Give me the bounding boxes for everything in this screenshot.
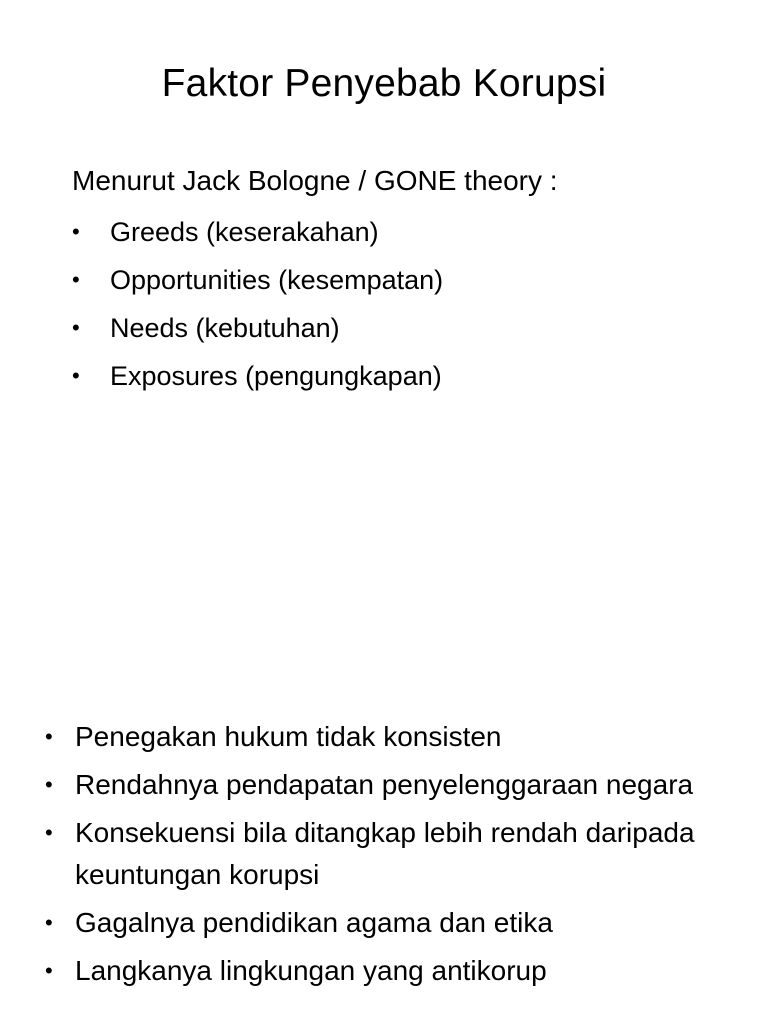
list-item-text: Exposures (pengungkapan): [110, 361, 442, 391]
bullet-icon: •: [45, 958, 53, 983]
list-item: [45, 950, 745, 992]
list-item-text: Gagalnya pendidikan agama dan etika: [75, 907, 553, 938]
slide-title: Faktor Penyebab Korupsi: [161, 62, 607, 105]
list-item: [45, 764, 745, 806]
list-item-text: Penegakan hukum tidak konsisten: [75, 721, 502, 752]
list-item: [72, 304, 443, 352]
bullet-icon: •: [72, 363, 80, 388]
bullet-icon: •: [45, 910, 53, 935]
bullet-icon: •: [45, 820, 53, 845]
list-item-text: Greeds (keserakahan): [110, 217, 379, 247]
list-item: [72, 256, 443, 304]
bullet-icon: •: [45, 724, 53, 749]
gone-theory-intro: Menurut Jack Bologne / GONE theory :: [72, 165, 558, 196]
gone-theory-list: [72, 208, 443, 400]
other-factors-list: [45, 716, 745, 998]
list-item-text: Needs (kebutuhan): [110, 313, 340, 343]
list-item: [45, 716, 745, 758]
bullet-icon: •: [45, 772, 53, 797]
bullet-icon: •: [72, 219, 80, 244]
list-item: [45, 812, 745, 896]
list-item: [45, 902, 745, 944]
list-item-text: Langkanya lingkungan yang antikorup: [75, 955, 547, 986]
list-item-text: Opportunities (kesempatan): [110, 265, 444, 295]
list-item: [72, 208, 443, 256]
list-item: [72, 352, 443, 400]
bullet-icon: •: [72, 315, 80, 340]
bullet-icon: •: [72, 267, 80, 292]
list-item-text: Konsekuensi bila ditangkap lebih rendah daripada keuntungan korupsi: [75, 817, 695, 890]
list-item-text: Rendahnya pendapatan penyelenggaraan negara: [75, 769, 694, 800]
